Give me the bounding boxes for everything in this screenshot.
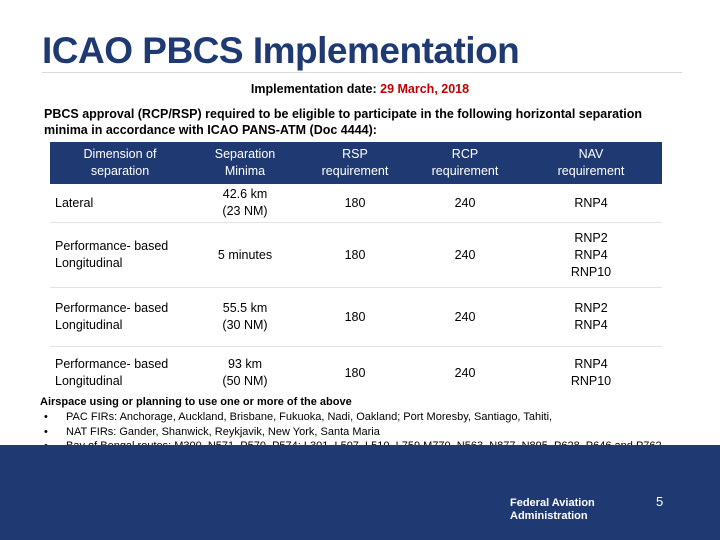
cell-nav: RNP4 bbox=[520, 184, 662, 223]
list-item-text: PAC FIRs: Anchorage, Auckland, Brisbane, Fukuoka, Nadi, Oakland; Port Moresby, Santiago, Tahiti, bbox=[66, 411, 553, 423]
cell-minima: 93 km (50 NM) bbox=[190, 347, 300, 400]
implementation-date-line bbox=[0, 82, 720, 96]
table-row bbox=[50, 223, 662, 288]
cell-rsp: 180 bbox=[300, 184, 410, 223]
cell-dimension: Performance- based Longitudinal bbox=[50, 223, 190, 288]
footer-band bbox=[0, 445, 720, 540]
implementation-date-label: Implementation date: bbox=[250, 82, 377, 96]
intro-paragraph: PBCS approval (RCP/RSP) required to be eligible to participate in the following horizontal separation minima in accordance with ICAO PANS-ATM (Doc 4444): bbox=[44, 107, 642, 137]
cell-rcp: 240 bbox=[410, 223, 520, 288]
cell-minima: 55.5 km (30 NM) bbox=[190, 288, 300, 347]
cell-minima: 5 minutes bbox=[190, 223, 300, 288]
table-row bbox=[50, 184, 662, 223]
list-item-text: NAT FIRs: Gander, Shanwick, Reykjavik, New York, Santa Maria bbox=[66, 425, 380, 438]
faa-logo-text: Federal Aviation Administration bbox=[510, 497, 595, 522]
header-nav: NAV requirement bbox=[520, 142, 662, 184]
page-title: ICAO PBCS Implementation bbox=[42, 30, 520, 71]
cell-minima: 42.6 km (23 NM) bbox=[190, 184, 300, 223]
cell-dimension: Lateral bbox=[50, 184, 190, 223]
cell-rcp: 240 bbox=[410, 184, 520, 223]
cell-rsp: 180 bbox=[300, 223, 410, 288]
cell-nav: RNP4 RNP10 bbox=[520, 347, 662, 400]
page-number: 5 bbox=[656, 494, 664, 509]
cell-dimension: Performance- based Longitudinal bbox=[50, 288, 190, 347]
cell-nav: RNP2 RNP4 RNP10 bbox=[520, 223, 662, 288]
cell-nav: RNP2 RNP4 bbox=[520, 288, 662, 347]
cell-dimension: Performance- based Longitudinal bbox=[50, 347, 190, 400]
separation-minima-table bbox=[50, 142, 662, 399]
cell-rcp: 240 bbox=[410, 288, 520, 347]
header-dimension: Dimension of separation bbox=[50, 142, 190, 184]
header-rsp: RSP requirement bbox=[300, 142, 410, 184]
header-minima: Separation Minima bbox=[190, 142, 300, 184]
implementation-date-value: 29 March, 2018 bbox=[380, 82, 470, 96]
cell-rcp: 240 bbox=[410, 347, 520, 400]
table-row bbox=[50, 347, 662, 400]
airspace-heading: Airspace using or planning to use one or more of the above bbox=[40, 396, 352, 408]
cell-rsp: 180 bbox=[300, 347, 410, 400]
list-item bbox=[44, 410, 720, 425]
table-row bbox=[50, 288, 662, 347]
title-divider bbox=[42, 72, 682, 73]
bullet-icon: • bbox=[44, 425, 48, 438]
bullet-icon: • bbox=[44, 411, 48, 423]
list-item bbox=[44, 425, 720, 440]
table-header-row bbox=[50, 142, 662, 184]
header-rcp: RCP requirement bbox=[410, 142, 520, 184]
cell-rsp: 180 bbox=[300, 288, 410, 347]
